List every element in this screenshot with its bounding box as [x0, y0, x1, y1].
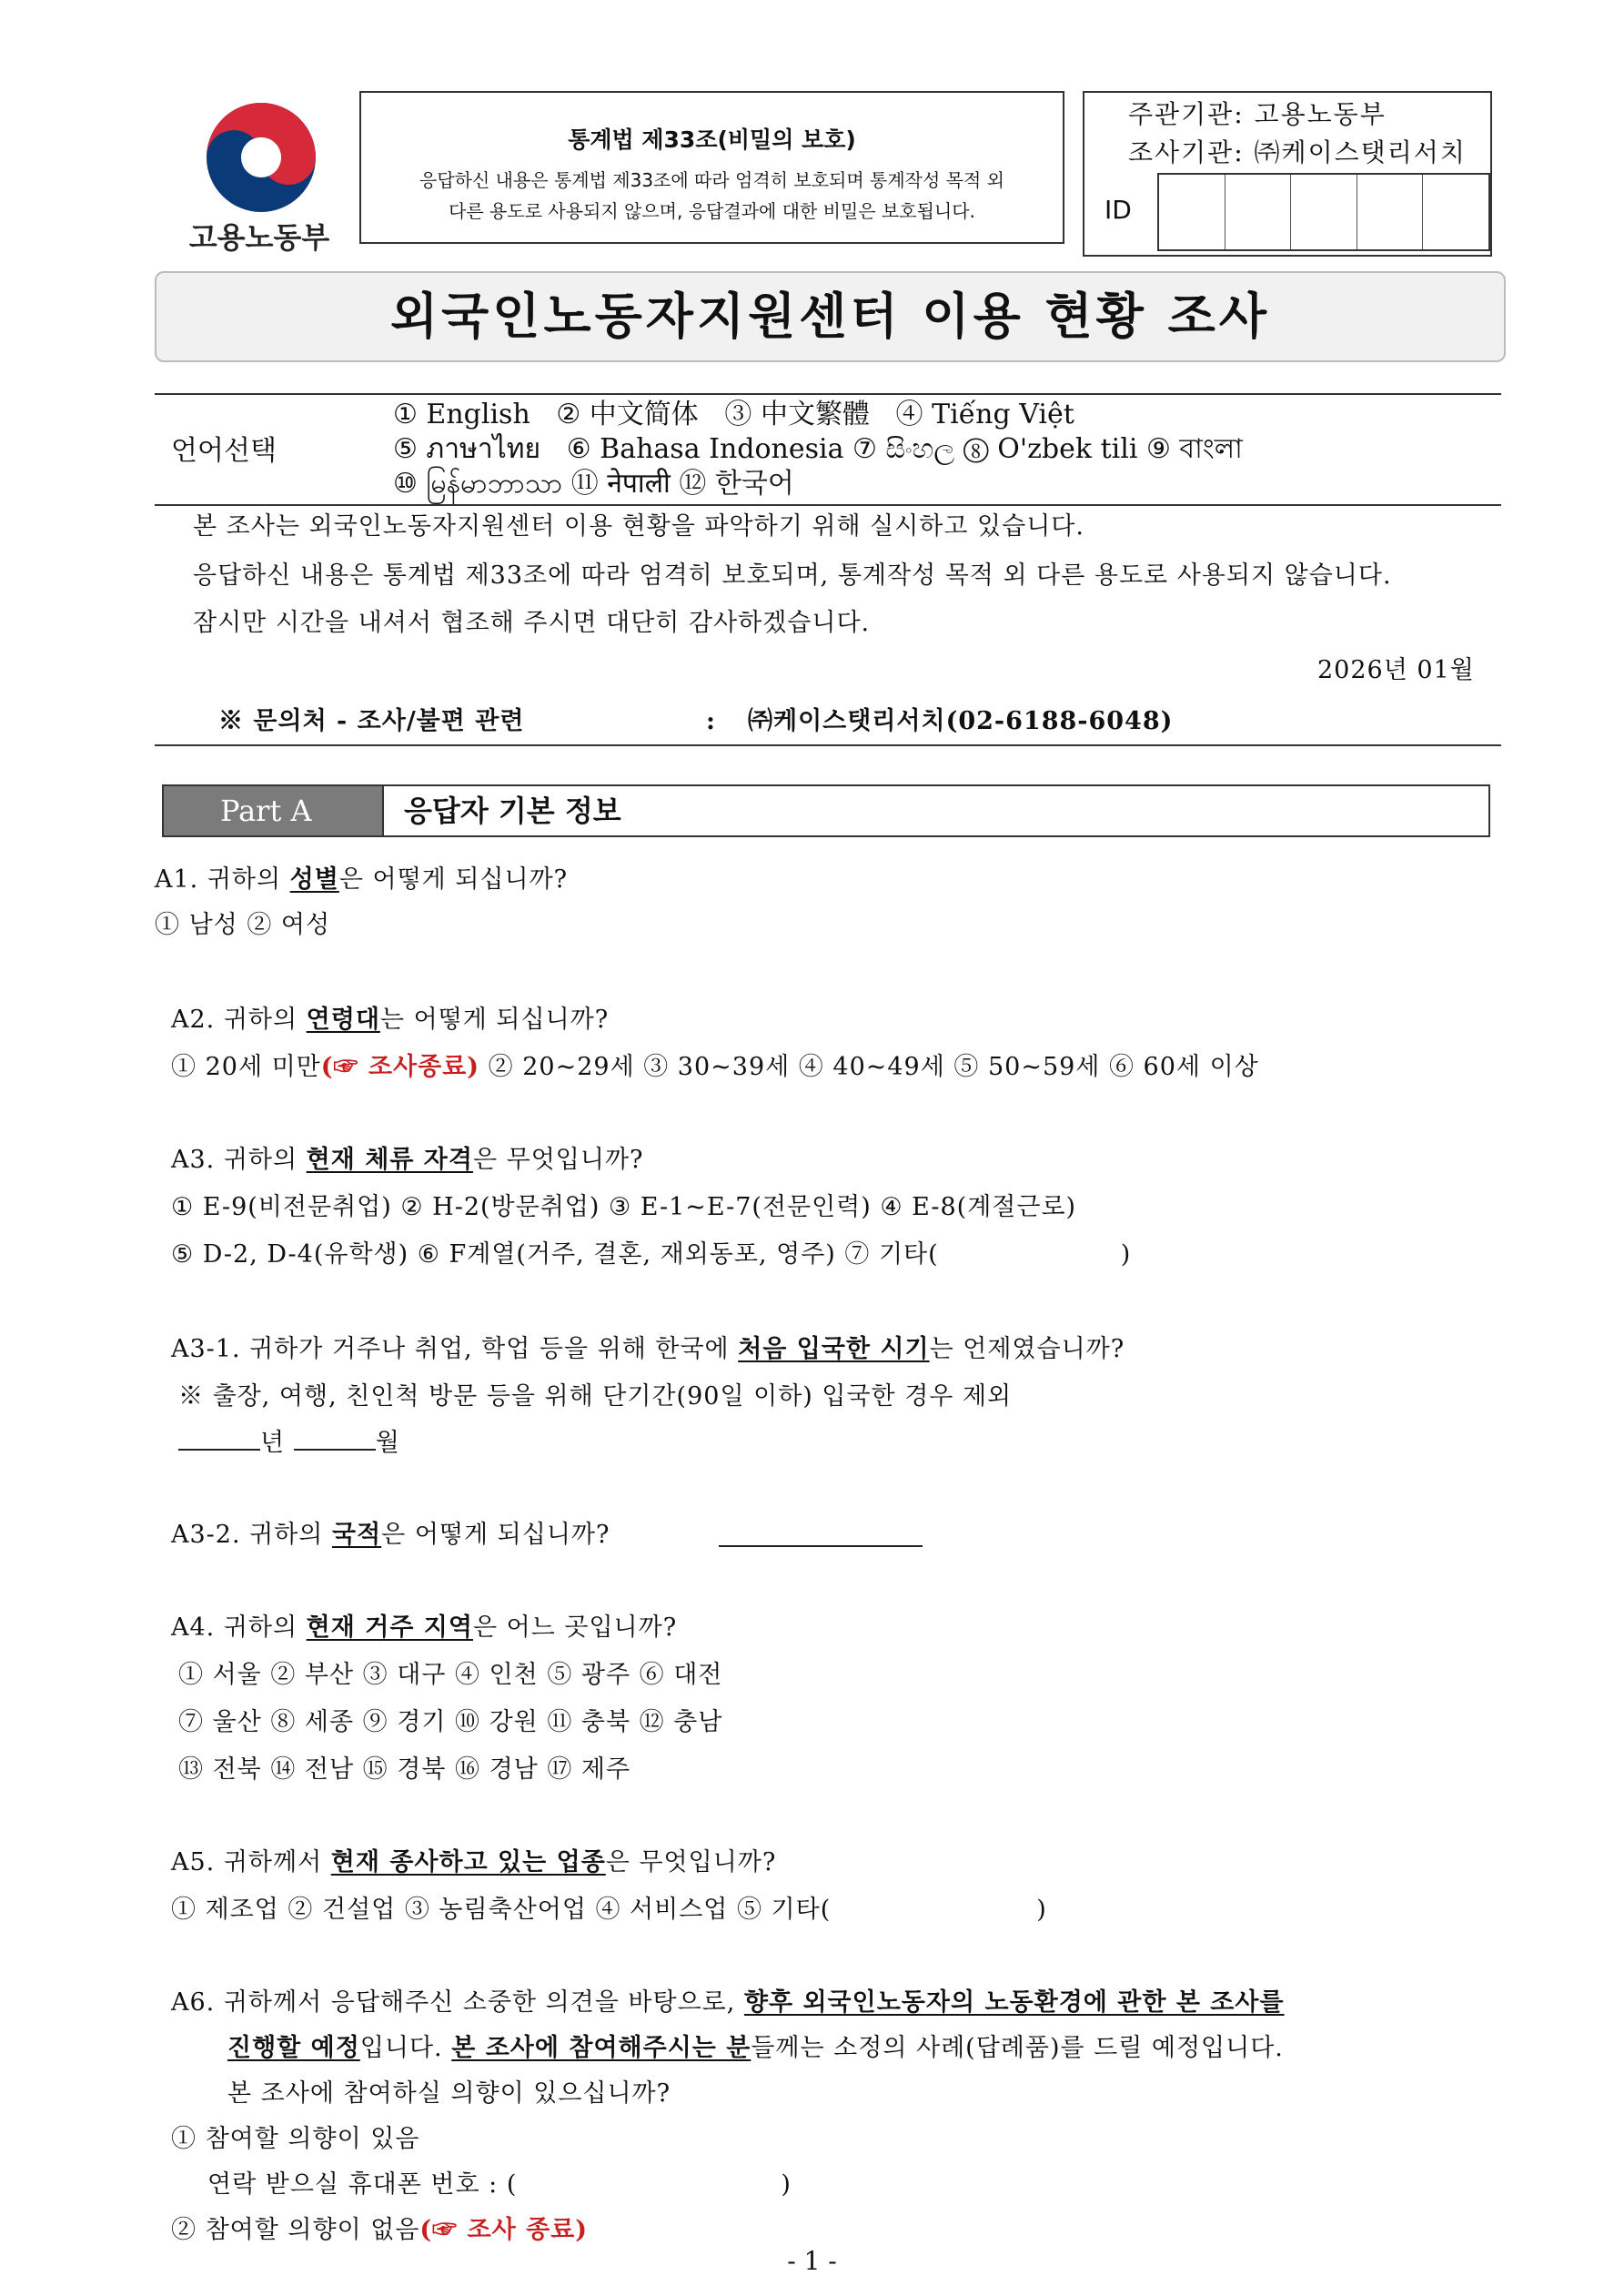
a4-options-3[interactable]: ⑬ 전북 ⑭ 전남 ⑮ 경북 ⑯ 경남 ⑰ 제주: [178, 1755, 631, 1784]
intro-divider: [155, 744, 1501, 746]
question-a2: A2. 귀하의 연령대는 어떻게 되십니까?: [171, 1006, 610, 1034]
question-a4: A4. 귀하의 현재 거주 지역은 어느 곳입니까?: [171, 1613, 678, 1642]
a3-1-entry[interactable]: 년 월: [178, 1427, 400, 1459]
language-options-row-3[interactable]: ⑩ မြန်မာဘာသာ ⑪ नेपाली ⑫ 한국어: [393, 468, 794, 500]
question-a6-line-2: 진행할 예정입니다. 본 조사에 참여해주시는 분들께는 소정의 사례(답례품)를 드릴 예정입니다.: [227, 2034, 1284, 2062]
question-a3-1: A3-1. 귀하가 거주나 취업, 학업 등을 위해 한국에 처음 입국한 시기는 언제였습니까?: [171, 1335, 1125, 1363]
intro-line-1: 본 조사는 외국인노동자지원센터 이용 현황을 파악하기 위해 실시하고 있습니다.: [193, 512, 1084, 541]
part-header: [162, 784, 1490, 837]
a3-options-1[interactable]: ① E-9(비전문취업) ② H-2(방문취업) ③ E-1~E-7(전문인력) ④ E-8(계절근로): [171, 1193, 1077, 1221]
id-label: ID: [1105, 195, 1132, 225]
a6-option-1[interactable]: ① 참여할 의향이 있음: [171, 2125, 420, 2153]
question-a3: A3. 귀하의 현재 체류 자격은 무엇입니까?: [171, 1146, 644, 1174]
a2-options[interactable]: ① 20세 미만(☞ 조사종료) ② 20~29세 ③ 30~39세 ④ 40~49세 ⑤ 50~59세 ⑥ 60세 이상: [171, 1053, 1259, 1081]
organizer-box: [1083, 91, 1492, 257]
question-a3-2: A3-2. 귀하의 국적은 어떻게 되십니까?: [171, 1521, 610, 1549]
contact-colon: :: [706, 707, 716, 735]
a5-options[interactable]: ① 제조업 ② 건설업 ③ 농림축산어업 ④ 서비스업 ⑤ 기타( ): [171, 1896, 1047, 1924]
organizer-label: 주관기관: 고용노동부: [1128, 99, 1387, 129]
ministry-logo: [202, 98, 320, 217]
title-banner: [155, 271, 1506, 362]
page-number: - 1 -: [787, 2246, 837, 2276]
a3-1-note: ※ 출장, 여행, 친인척 방문 등을 위해 단기간(90일 이하) 입국한 경우 제외: [178, 1382, 1013, 1411]
confidentiality-title: 통계법 제33조(비밀의 보호): [568, 126, 856, 153]
confidentiality-text-1: 응답하신 내용은 통계법 제33조에 따라 엄격히 보호되며 통계작성 목적 외: [419, 169, 1004, 191]
confidentiality-box: [359, 91, 1064, 244]
surveyor-label: 조사기관: ㈜케이스탯리서치: [1128, 137, 1467, 167]
question-a6-line-3: 본 조사에 참여하실 의향이 있으십니까?: [227, 2079, 671, 2108]
year-input[interactable]: [178, 1427, 260, 1451]
a3-options-2[interactable]: ⑤ D-2, D-4(유학생) ⑥ F계열(거주, 결혼, 재외동포, 영주) ⑦ 기타( ): [171, 1240, 1132, 1269]
contact-label: ※ 문의처 - 조사/불편 관련: [218, 707, 525, 735]
question-a1: A1. 귀하의 성별은 어떻게 되십니까?: [155, 865, 569, 894]
phone-number-field[interactable]: 연락 받으실 휴대폰 번호 : ( ): [207, 2170, 792, 2199]
language-label: 언어선택: [171, 435, 277, 467]
id-digit-cell[interactable]: [1291, 175, 1357, 249]
intro-line-2: 응답하신 내용은 통계법 제33조에 따라 엄격히 보호되며, 통계작성 목적 외 다른 용도로 사용되지 않습니다.: [193, 561, 1392, 590]
id-digit-cell[interactable]: [1423, 175, 1488, 249]
id-field[interactable]: [1157, 173, 1490, 251]
page-title: 외국인노동자지원센터 이용 현황 조사: [389, 288, 1271, 345]
nationality-input[interactable]: [719, 1545, 923, 1547]
a4-options-1[interactable]: ① 서울 ② 부산 ③ 대구 ④ 인천 ⑤ 광주 ⑥ 대전: [178, 1661, 723, 1689]
intro-line-3: 잠시만 시간을 내셔서 협조해 주시면 대단히 감사하겠습니다.: [193, 609, 871, 637]
question-a6-line-1: A6. 귀하께서 응답해주신 소중한 의견을 바탕으로, 향후 외국인노동자의 노동환경에 관한 본 조사를: [171, 1988, 1285, 2017]
language-options-row-2[interactable]: ⑤ ภาษาไทย ⑥ Bahasa Indonesia ⑦ සිංහල ⑧ O'zbek tili ⑨ বাংলা: [393, 433, 1243, 465]
language-divider-bottom: [155, 504, 1501, 506]
id-digit-cell[interactable]: [1159, 175, 1226, 249]
id-digit-cell[interactable]: [1357, 175, 1424, 249]
a6-option-2[interactable]: ② 참여할 의향이 없음(☞ 조사 종료): [171, 2216, 589, 2244]
language-divider-top: [155, 393, 1501, 395]
question-a5: A5. 귀하께서 현재 종사하고 있는 업종은 무엇입니까?: [171, 1848, 777, 1876]
taegeuk-logo-icon: [202, 98, 320, 217]
confidentiality-text-2: 다른 용도로 사용되지 않으며, 응답결과에 대한 비밀은 보호됩니다.: [449, 200, 975, 222]
contact-value: ㈜케이스탯리서치(02-6188-6048): [748, 707, 1174, 735]
a1-options[interactable]: ① 남성 ② 여성: [155, 911, 331, 939]
a4-options-2[interactable]: ⑦ 울산 ⑧ 세종 ⑨ 경기 ⑩ 강원 ⑪ 충북 ⑫ 충남: [178, 1708, 723, 1736]
month-input[interactable]: [294, 1427, 376, 1451]
ministry-name: 고용노동부: [188, 220, 330, 255]
survey-date: 2026년 01월: [1317, 656, 1475, 684]
id-digit-cell[interactable]: [1226, 175, 1292, 249]
part-tag: Part A: [164, 786, 382, 835]
language-options-row-1[interactable]: ① English ② 中文简体 ③ 中文繁體 ④ Tiếng Việt: [393, 399, 1074, 430]
part-title: 응답자 기본 정보: [382, 786, 621, 835]
